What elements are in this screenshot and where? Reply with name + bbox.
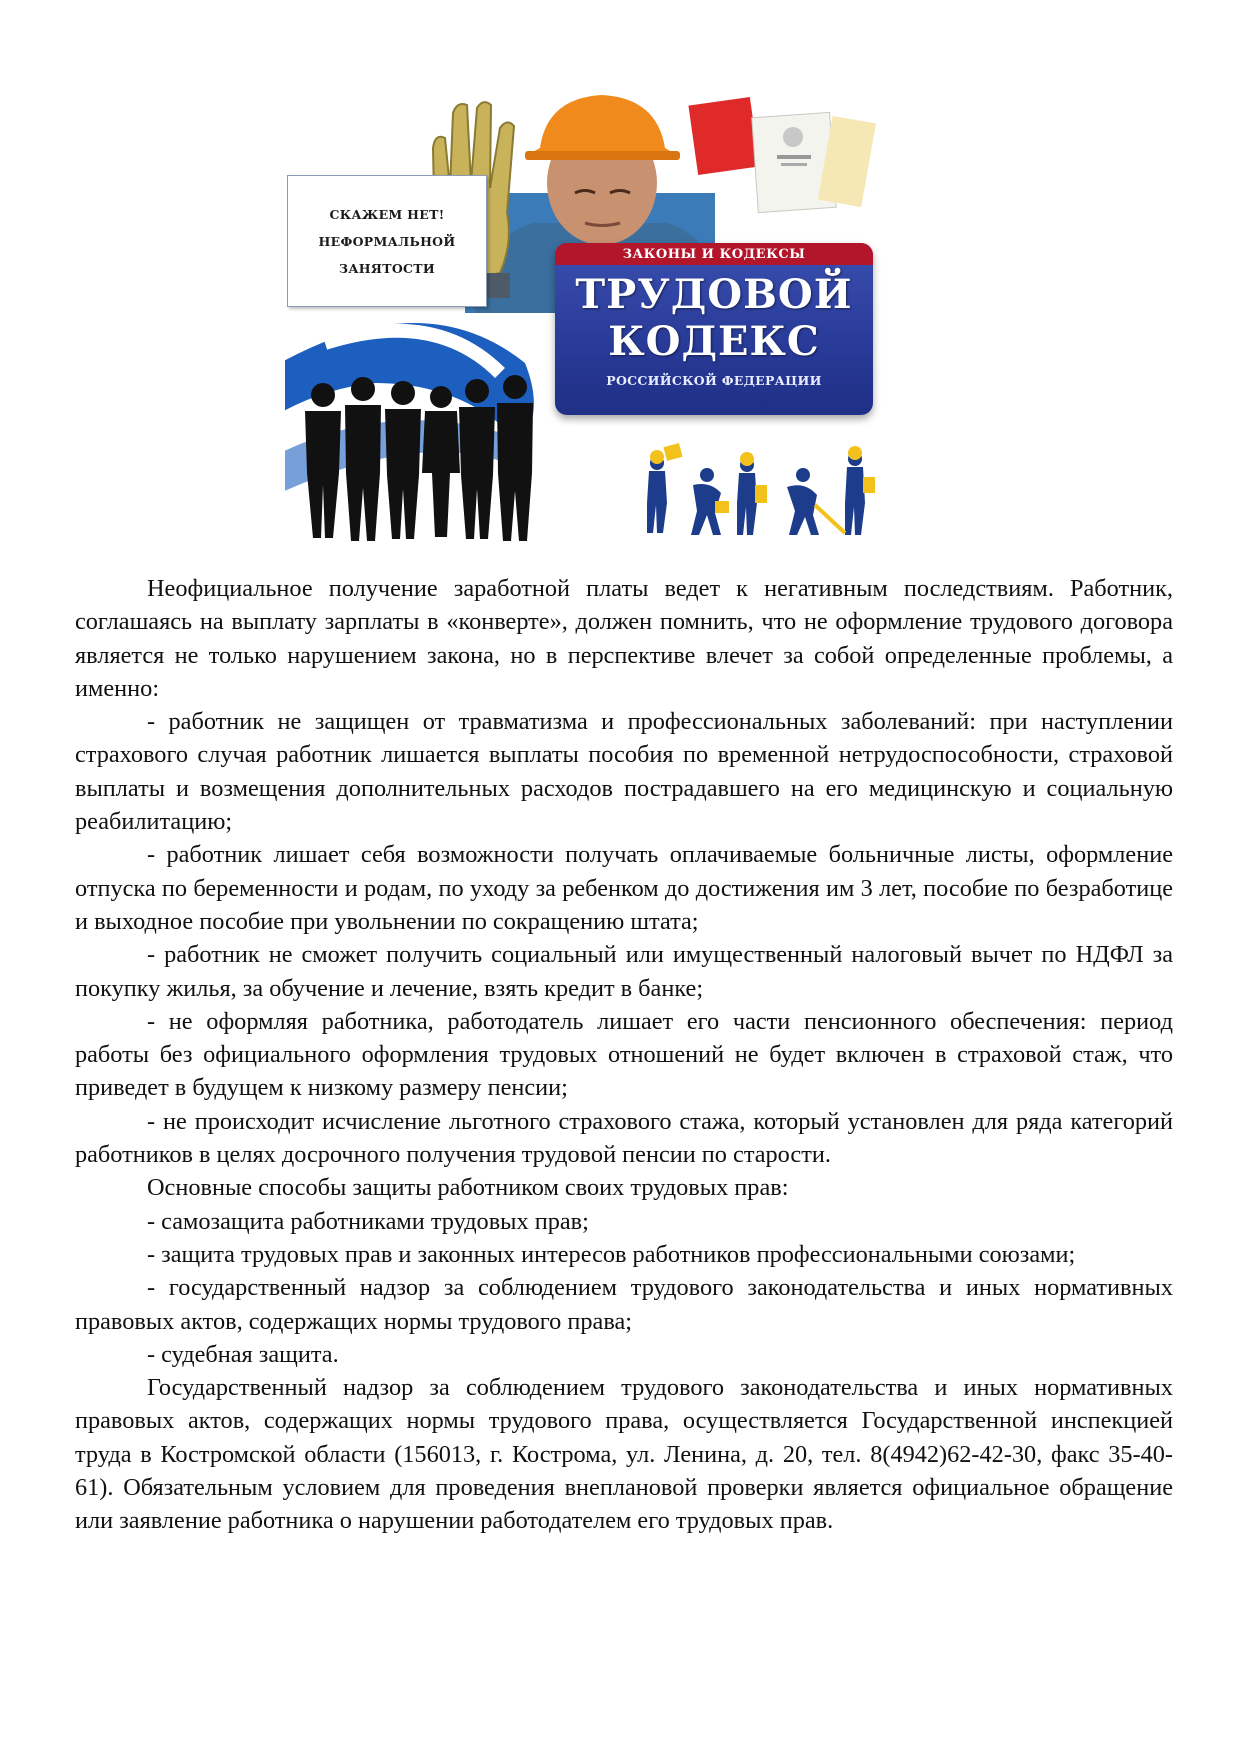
paragraph-intro: Неофициальное получение заработной платы ведет к негативным последствиям. Работник, соглашаясь на выплату зарплаты в «конверте», должен помнить, что не оформление трудового договора является не только нарушением закона, но в перспективе влечет за собой определенные проблемы, а именно: [75,575,1173,702]
paragraph-inspection-contact: Государственный надзор за соблюдением трудового законодательства и иных нормативных правовых актов, содержащих нормы трудового права, осуществляется Государственной инспекцией труда в Костромской области (156013, г. Кострома, ул. Ленина, д. 20, тел. 8(4942)62-42-30, факс 35-40-61). Обязательным условием для проведения внеплановой проверки является официальное обращение или заявление работника о нарушении работодателем его трудовых прав. [75,1374,1173,1535]
labor-code-subtitle: РОССИЙСКОЙ ФЕДЕРАЦИИ [606,373,822,388]
paragraph-protection-4: - судебная защита. [147,1340,339,1368]
labor-code-title-line-2: КОДЕКС [608,318,820,365]
paragraph-protection-3: - государственный надзор за соблюдением трудового законодательства и иных нормативных правовых актов, содержащих нормы трудового права; [75,1274,1173,1335]
construction-workers-icons-image [647,443,875,535]
labor-code-panel [555,243,873,415]
paragraph-consequence-4: - не оформляя работника, работодатель лишает его части пенсионного обеспечения: период работы без официального оформления трудовых отношений не будет включен в страховой стаж, что приведет в будущем к низкому размеру пенсии; [75,1007,1173,1102]
slogan-line-2: НЕФОРМАЛЬНОЙ [318,233,456,249]
labor-code-banner-text: ЗАКОНЫ И КОДЕКСЫ [622,246,806,262]
paragraph-consequence-1: - работник не защищен от травматизма и профессиональных заболеваний: при наступлении страхового случая работник лишается выплаты пособия по временной нетрудоспособности, страховой выплаты и возмещения дополнительных расходов пострадавшего на его медицинскую и социальную реабилитацию; [75,708,1173,836]
body-text [75,572,1173,1538]
paragraph-protection-1: - самозащита работниками трудовых прав; [147,1207,589,1235]
paragraph-consequence-2: - работник лишает себя возможности получать оплачиваемые больничные листы, оформление отпуска по беременности и родам, по уходу за ребенком до достижения им 3 лет, пособие по безработице и выходное пособие при увольнении по сокращению штата; [75,841,1173,935]
labor-code-title-line-1: ТРУДОВОЙ [575,271,853,318]
slogan-line-3: ЗАНЯТОСТИ [339,260,435,276]
paragraph-protection-heading: Основные способы защиты работником своих трудовых прав: [147,1174,789,1202]
paragraph-protection-2: - защита трудовых прав и законных интересов работников профессиональными союзами; [147,1240,1076,1268]
slogan-box [287,175,487,307]
paragraph-consequence-5: - не происходит исчисление льготного страхового стажа, который установлен для ряда категорий работников в целях досрочного получения трудовой пенсии по старости. [75,1107,1173,1169]
paragraph-consequence-3: - работник не сможет получить социальный или имущественный налоговый вычет по НДФЛ за покупку жилья, за обучение и лечение, взять кредит в банке; [75,941,1173,1002]
document-booklets-image [688,97,876,213]
labor-code-banner [555,243,873,265]
header-collage [285,93,955,555]
slogan-line-1: СКАЖЕМ НЕТ! [329,206,445,222]
